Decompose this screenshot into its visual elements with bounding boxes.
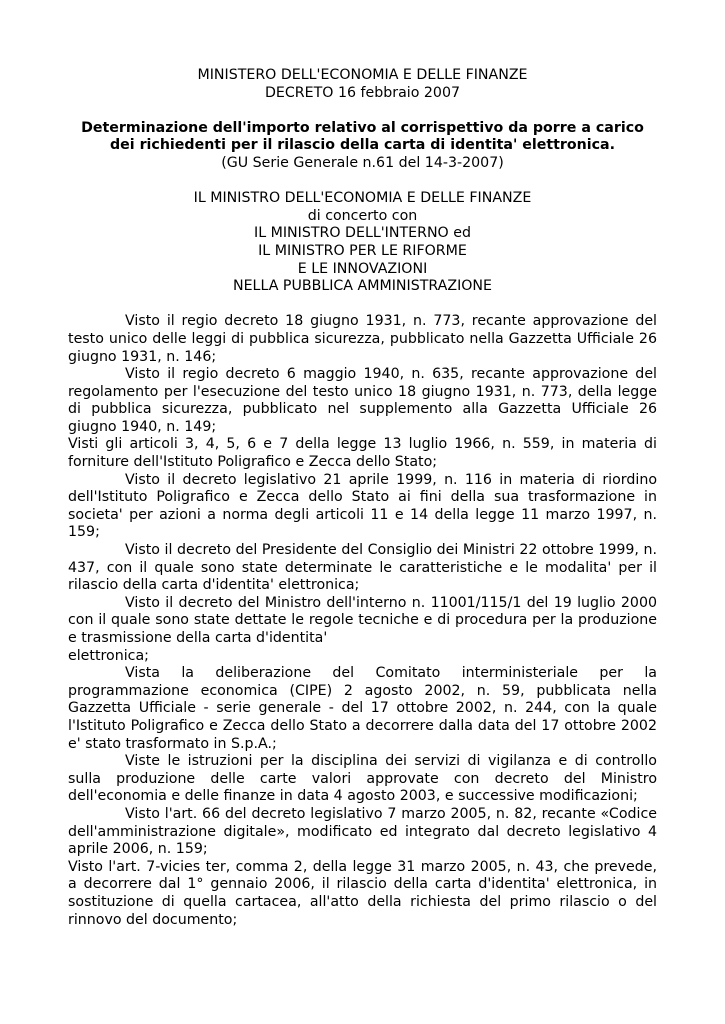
authority-line: NELLA PUBBLICA AMMINISTRAZIONE xyxy=(232,278,493,295)
preamble-paragraph: Visto il regio decreto 6 maggio 1940, n. 635, recante approvazione del regolamento per l'esecuzione del testo unico 18 giugno 1931, n. 773, della legge di pubblica sicurezza, pubblicato nel supplemento alla Gazzetta Ufficiale 26 giugno 1940, n. 149; xyxy=(68,366,657,435)
authority-line: IL MINISTRO PER LE RIFORME xyxy=(258,242,467,259)
authority-line: di concerto con xyxy=(307,207,418,224)
authority-line: IL MINISTRO DELL'INTERNO ed xyxy=(254,225,471,242)
decree-date: DECRETO 16 febbraio 2007 xyxy=(264,84,461,101)
ministry-header: MINISTERO DELL'ECONOMIA E DELLE FINANZE xyxy=(197,67,528,83)
preamble-paragraph: Visto l'art. 66 del decreto legislativo 7 marzo 2005, n. 82, recante «Codice dell'amministrazione digitale», modificato ed integrato dal decreto legislativo 4 aprile 2006, n. 159; xyxy=(68,805,657,858)
gazette-reference: (GU Serie Generale n.61 del 14-3-2007) xyxy=(221,154,504,171)
preamble-paragraph: Visti gli articoli 3, 4, 5, 6 e 7 della legge 13 luglio 1966, n. 559, in materia di forniture dell'Istituto Poligrafico e Zecca dello Stato; xyxy=(68,436,657,471)
preamble-paragraph: elettronica; xyxy=(68,647,149,664)
preamble-paragraph: Vista la deliberazione del Comitato interministeriale per la programmazione economica (CIPE) 2 agosto 2002, n. 59, pubblicata nella Gazzetta Ufficiale - serie generale - del 17 ottobre 2002, n. 244, con la quale l'Istituto Poligrafico e Zecca dello Stato a decorrere dalla data del 17 ottobre 2002 e' stato trasformato in S.p.A.; xyxy=(68,665,657,752)
preamble-paragraph: Visto il regio decreto 18 giugno 1931, n. 773, recante approvazione del testo unico delle leggi di pubblica sicurezza, pubblicato nella Gazzetta Ufficiale 26 giugno 1931, n. 146; xyxy=(68,313,657,365)
spacer xyxy=(68,173,657,191)
preamble xyxy=(68,313,657,929)
preamble-paragraph: Visto l'art. 7-vicies ter, comma 2, della legge 31 marzo 2005, n. 43, che prevede, a decorrere dal 1° gennaio 2006, il rilascio della carta d'identita' elettronica, in sostituzione di quella cartacea, all'atto della richiesta del primo rilascio o del rinnovo del documento; xyxy=(68,858,657,928)
preamble-paragraph: Visto il decreto del Ministro dell'interno n. 11001/115/1 del 19 luglio 2000 con il quale sono state dettate le regole tecniche e di procedura per la produzione e trasmissione della carta d'identita' xyxy=(68,594,657,646)
preamble-paragraph: Visto il decreto del Presidente del Consiglio dei Ministri 22 ottobre 1999, n. 437, con il quale sono state determinate le caratteristiche e le modalita' per il rilascio della carta d'identita' elettronica; xyxy=(68,542,657,594)
spacer xyxy=(68,296,657,314)
decree-title-line-1: Determinazione dell'importo relativo al corrispettivo da porre a carico xyxy=(81,119,644,136)
authority-line: E LE INNOVAZIONI xyxy=(297,260,428,277)
preamble-paragraph: Visto il decreto legislativo 21 aprile 1999, n. 116 in materia di riordino dell'Istituto Poligrafico e Zecca dello Stato ai fini della sua trasformazione in societa' per azioni a norma degli articoli 11 e 14 della legge 11 marzo 1997, n. 159; xyxy=(68,471,657,541)
preamble-paragraph: Viste le istruzioni per la disciplina dei servizi di vigilanza e di controllo sulla produzione delle carte valori approvate con decreto del Ministro dell'economia e delle finanze in data 4 agosto 2003, e successive modificazioni; xyxy=(68,753,657,805)
spacer xyxy=(68,102,657,120)
authority-line: IL MINISTRO DELL'ECONOMIA E DELLE FINANZE xyxy=(193,190,532,207)
decree-title-line-2: dei richiedenti per il rilascio della carta di identita' elettronica. xyxy=(109,137,615,154)
